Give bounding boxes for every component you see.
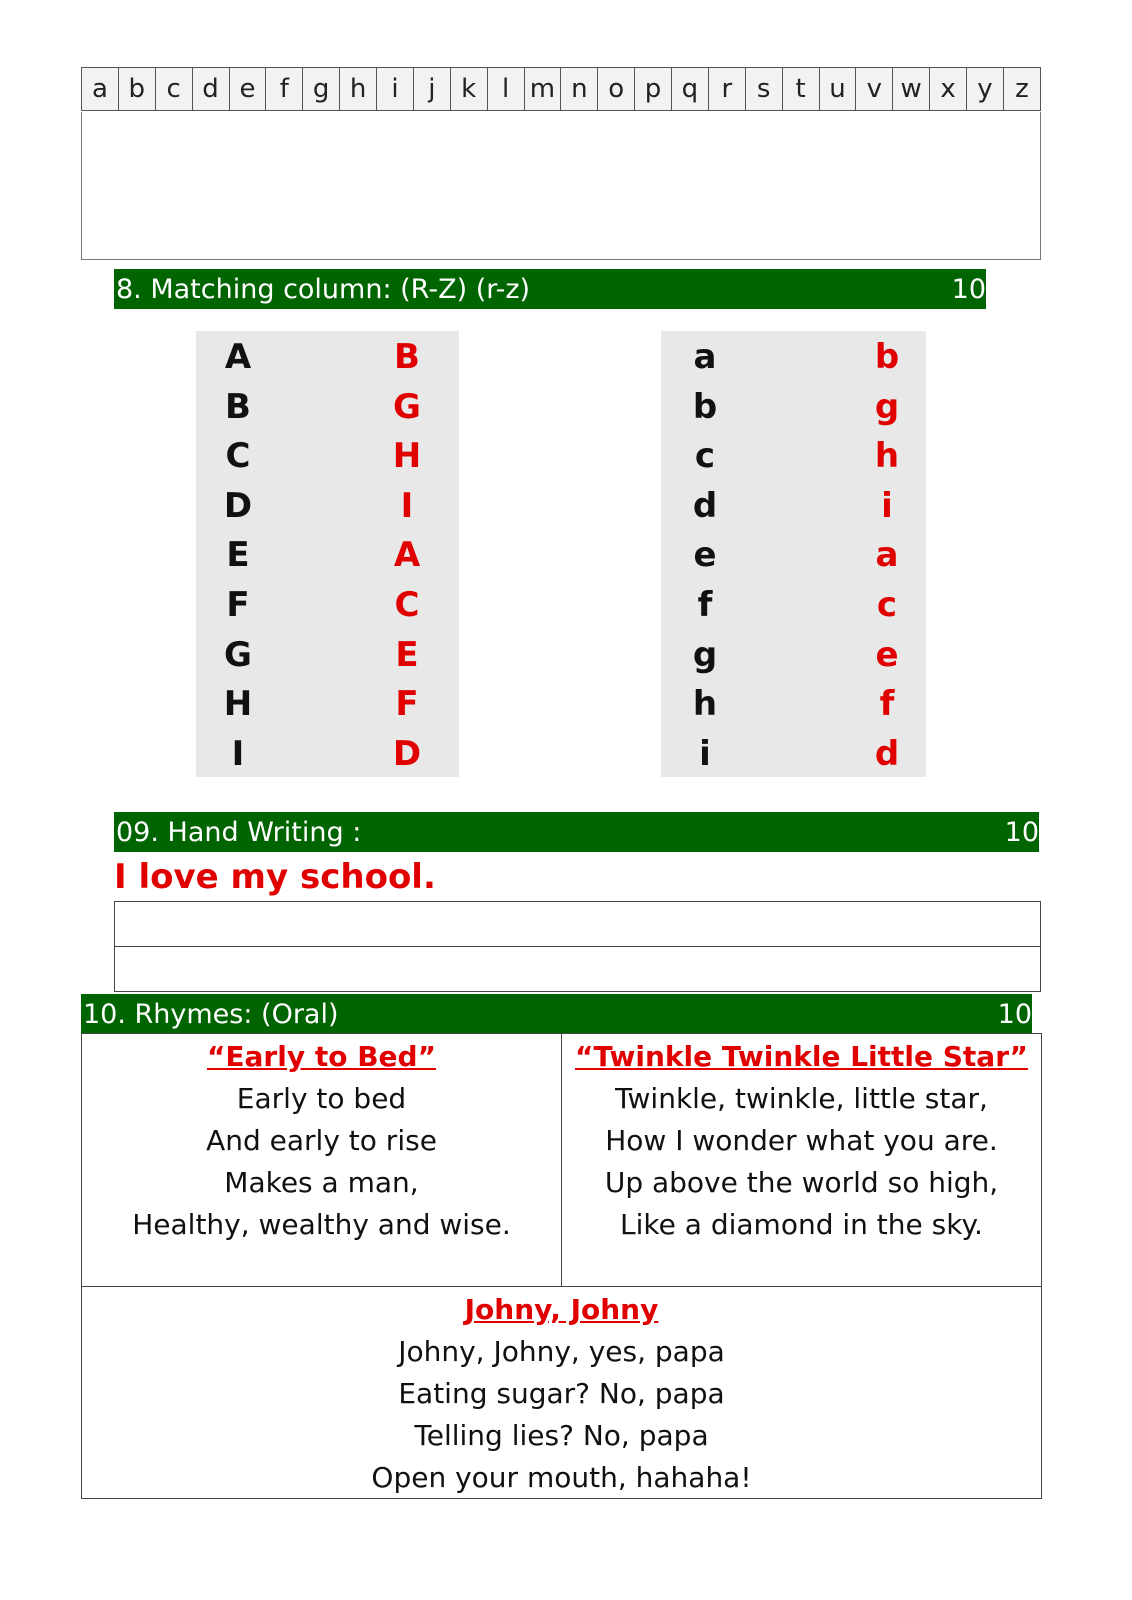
alphabet-cell: x	[930, 68, 967, 111]
alphabet-cell: a	[82, 68, 119, 111]
section-title: 10. Rhymes: (Oral)	[83, 998, 339, 1030]
match-letter-upper: C	[225, 436, 251, 477]
handwriting-line-2[interactable]	[114, 946, 1041, 992]
match-letter-upper: A	[224, 337, 252, 377]
alphabet-cell: u	[819, 68, 856, 111]
match-letter-lower: g	[692, 634, 718, 675]
matching-column-upper-right	[377, 331, 437, 777]
alphabet-cell: h	[340, 68, 377, 111]
alphabet-table	[81, 67, 1041, 111]
match-letter-upper: E	[226, 535, 250, 576]
rhyme-line: Early to bed	[236, 1082, 407, 1115]
match-answer-upper: C	[394, 584, 420, 625]
alphabet-cell: p	[635, 68, 672, 111]
match-answer-lower: a	[875, 535, 899, 576]
alphabet-cell: o	[598, 68, 635, 111]
alphabet-cell: t	[782, 68, 819, 111]
alphabet-cell: j	[413, 68, 450, 111]
alphabet-cell: l	[487, 68, 524, 111]
alphabet-writing-area[interactable]	[81, 112, 1041, 260]
rhyme-line: Telling lies? No, papa	[414, 1419, 709, 1452]
rhyme-line: Like a diamond in the sky.	[620, 1208, 983, 1241]
alphabet-cell: y	[967, 68, 1004, 111]
match-answer-upper: D	[392, 733, 422, 774]
match-answer-upper: E	[395, 634, 419, 675]
rhyme-line: Healthy, wealthy and wise.	[132, 1208, 511, 1241]
rhyme-line: Makes a man,	[224, 1166, 419, 1199]
handwriting-sentence: I love my school.	[114, 857, 436, 897]
alphabet-cell: z	[1003, 68, 1040, 111]
match-letter-lower: i	[699, 733, 711, 774]
match-answer-lower: b	[874, 337, 900, 377]
match-answer-upper: A	[393, 535, 421, 576]
rhyme-line: Up above the world so high,	[604, 1166, 999, 1199]
rhyme-line: Eating sugar? No, papa	[398, 1377, 725, 1410]
match-letter-upper: I	[231, 733, 245, 774]
alphabet-cell: v	[856, 68, 893, 111]
match-answer-lower: g	[874, 386, 900, 427]
match-letter-lower: h	[692, 684, 718, 725]
handwriting-line-1[interactable]	[114, 901, 1041, 947]
match-answer-lower: e	[875, 634, 899, 675]
alphabet-cell: q	[672, 68, 709, 111]
rhyme-twinkle-twinkle	[561, 1033, 1042, 1287]
section-marks: 10	[997, 998, 1032, 1030]
section-bar-rhymes	[81, 994, 1032, 1034]
match-answer-lower: h	[874, 436, 900, 477]
rhyme-line: How I wonder what you are.	[605, 1124, 998, 1157]
match-answer-upper: F	[395, 684, 419, 725]
alphabet-cell: k	[450, 68, 487, 111]
match-letter-lower: f	[697, 584, 713, 625]
match-answer-lower: i	[881, 485, 893, 526]
rhyme-title: “Twinkle Twinkle Little Star”	[575, 1040, 1028, 1073]
match-answer-lower: f	[879, 684, 895, 725]
rhyme-title: “Early to Bed”	[207, 1040, 436, 1073]
matching-column-lower-left	[675, 331, 735, 777]
match-letter-lower: d	[692, 485, 718, 526]
match-letter-lower: a	[693, 337, 717, 377]
match-letter-lower: b	[692, 386, 718, 427]
match-letter-upper: G	[224, 634, 252, 675]
alphabet-cell: b	[118, 68, 155, 111]
alphabet-cell: s	[745, 68, 782, 111]
section-bar-handwriting	[114, 812, 1039, 852]
alphabet-cell: g	[303, 68, 340, 111]
section-marks: 10	[1004, 816, 1039, 848]
match-letter-lower: c	[694, 436, 716, 477]
section-bar-matching	[114, 269, 986, 309]
alphabet-cell: w	[893, 68, 930, 111]
section-title: 09. Hand Writing :	[116, 816, 362, 848]
match-answer-lower: d	[874, 733, 900, 774]
rhyme-line: Twinkle, twinkle, little star,	[615, 1082, 988, 1115]
section-title: 8. Matching column: (R-Z) (r-z)	[116, 273, 531, 305]
rhyme-line: And early to rise	[206, 1124, 437, 1157]
match-letter-upper: F	[226, 584, 250, 625]
match-answer-upper: H	[392, 436, 422, 477]
rhyme-title: Johny, Johny	[464, 1293, 659, 1326]
alphabet-cell: n	[561, 68, 598, 111]
match-answer-upper: I	[400, 485, 414, 526]
rhyme-early-to-bed	[81, 1033, 562, 1287]
alphabet-row	[82, 68, 1041, 111]
alphabet-cell: c	[155, 68, 192, 111]
alphabet-cell: m	[524, 68, 561, 111]
matching-column-lower-right	[857, 331, 917, 777]
match-letter-upper: B	[225, 386, 251, 427]
match-letter-upper: D	[223, 485, 253, 526]
alphabet-cell: e	[229, 68, 266, 111]
match-letter-upper: H	[223, 684, 253, 725]
rhyme-johny-johny	[81, 1286, 1042, 1499]
alphabet-cell: d	[192, 68, 229, 111]
alphabet-cell: i	[377, 68, 414, 111]
rhyme-line: Johny, Johny, yes, papa	[398, 1335, 725, 1368]
section-marks: 10	[951, 273, 986, 305]
alphabet-cell: f	[266, 68, 303, 111]
match-answer-lower: c	[876, 584, 898, 625]
match-answer-upper: G	[393, 386, 421, 427]
alphabet-cell: r	[708, 68, 745, 111]
match-answer-upper: B	[394, 337, 420, 377]
rhyme-line: Open your mouth, hahaha!	[371, 1461, 752, 1494]
match-letter-lower: e	[693, 535, 717, 576]
matching-column-upper-left	[208, 331, 268, 777]
